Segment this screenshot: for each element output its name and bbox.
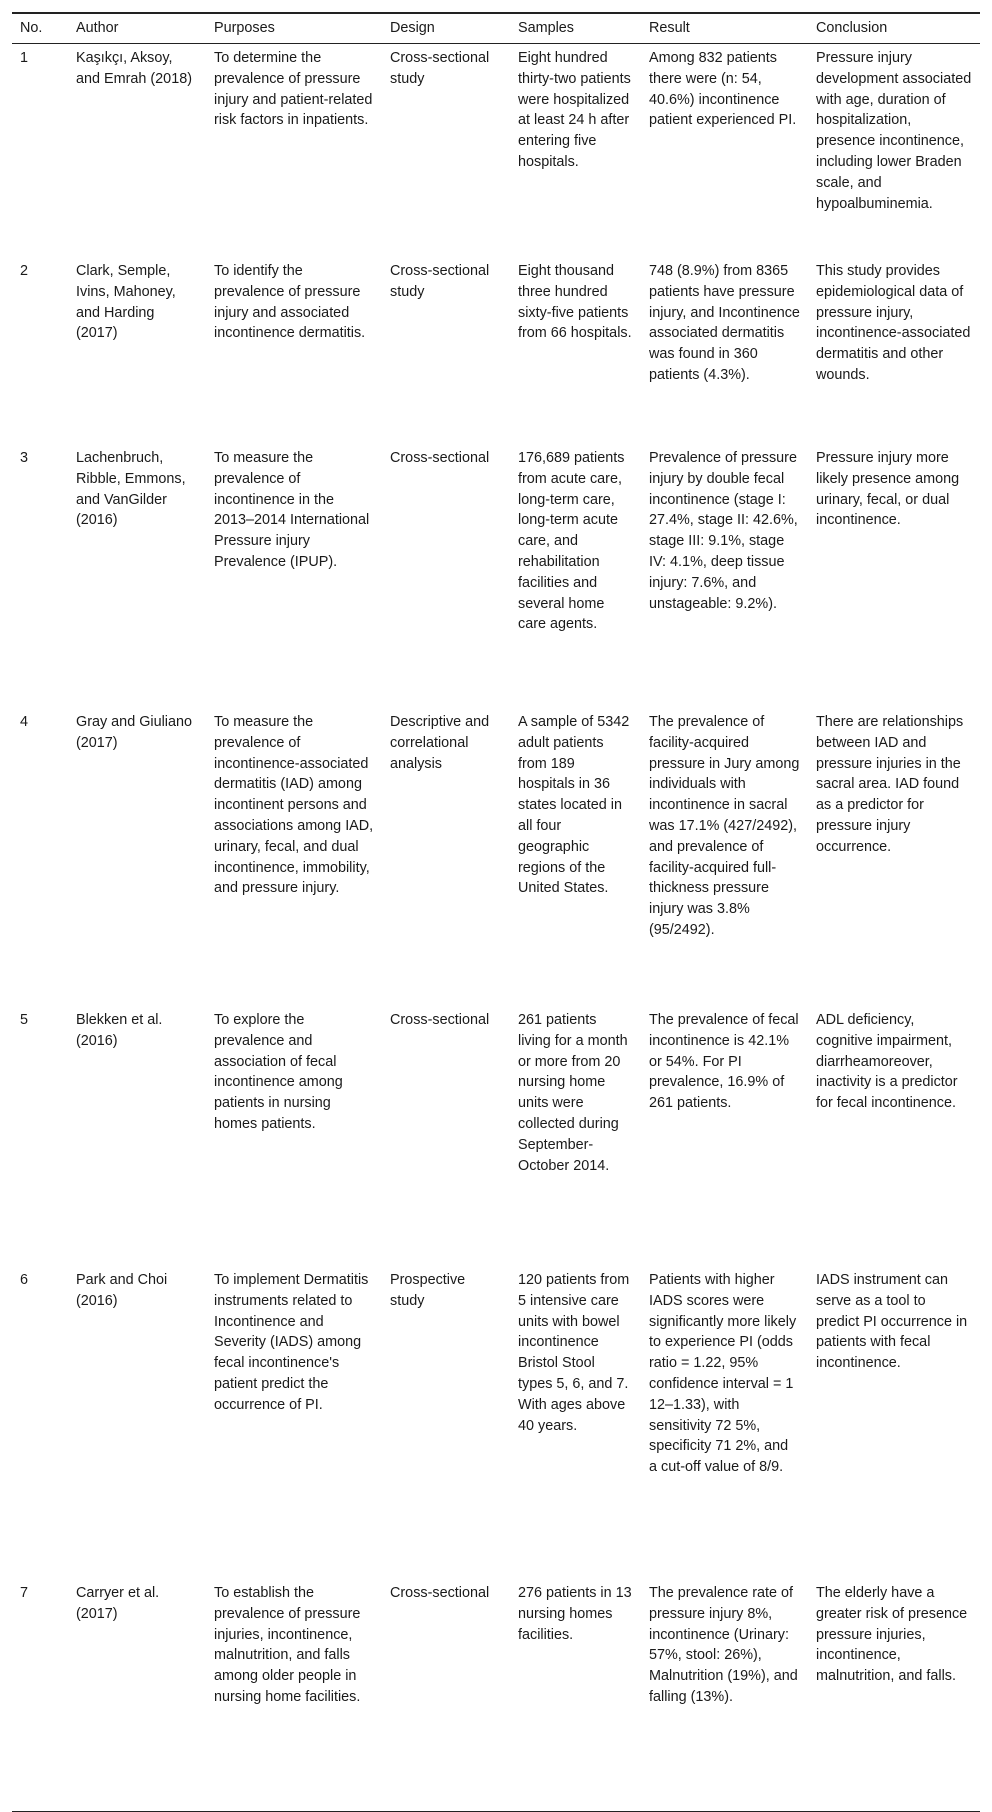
cell-purpose: To implement Dermatitis instruments related to Incontinence and Severity (IADS) among fecal incontinence's patient predict the occurrence of PI.: [214, 1272, 369, 1413]
cell-samples: 276 patients in 13 nursing homes facilities.: [510, 1579, 641, 1812]
studies-table: [12, 12, 980, 1812]
cell-conclusion: This study provides epidemiological data of pressure injury, incontinence-associated dermatitis and other wounds.: [816, 263, 971, 383]
cell-author: Carryer et al. (2017): [68, 1579, 206, 1812]
cell-result: Patients with higher IADS scores were significantly more likely to experience PI (odds ratio = 1.22, 95% confidence interval = 1 12–1.33), with sensitivity 72 5%, specificity 71 2%, and a cut-off value of 8/9.: [649, 1272, 797, 1476]
cell-no: 5: [20, 1012, 29, 1028]
cell-conclusion: IADS instrument can serve as a tool to predict PI occurrence in patients with fecal incontinence.: [816, 1272, 968, 1372]
cell-author: Kaşıkçı, Aksoy, and Emrah (2018): [76, 50, 192, 87]
cell-result: 748 (8.9%) from 8365 patients have pressure injury, and Incontinence associated dermatitis was found in 360 patients (4.3%).: [649, 263, 800, 383]
header-conclusion: Conclusion: [808, 13, 980, 44]
cell-purpose: To measure the prevalence of incontinence in the 2013–2014 International Pressure injury Prevalence (IPUP).: [214, 450, 370, 570]
cell-no: 3: [20, 450, 29, 466]
cell-no: 6: [20, 1272, 29, 1288]
table-row: [12, 257, 980, 444]
cell-no: 1: [20, 50, 29, 66]
cell-design: Cross-sectional study: [390, 263, 490, 300]
cell-samples: 261 patients living for a month or more from 20 nursing home units were collected during September-October 2014.: [518, 1012, 628, 1174]
cell-design: Cross-sectional: [390, 450, 490, 466]
cell-design: Cross-sectional study: [390, 50, 490, 87]
cell-no: 4: [20, 714, 29, 730]
header-author: Author: [68, 13, 206, 44]
cell-design: Cross-sectional: [390, 1012, 490, 1028]
cell-result: The prevalence of facility-acquired pressure in Jury among individuals with incontinence in sacral was 17.1% (427/2492), and prevalence of facility-acquired full-thickness pressure injury was 3.8% (95/2492).: [649, 714, 800, 938]
cell-no: 2: [20, 263, 29, 279]
cell-conclusion: There are relationships between IAD and pressure injuries in the sacral area. IAD found as a predictor for pressure injury occurrence.: [816, 714, 964, 855]
table-body: [12, 44, 980, 1812]
cell-samples: A sample of 5342 adult patients from 189 hospitals in 36 states located in all four geographic regions of the United States.: [518, 714, 630, 897]
cell-conclusion: Pressure injury development associated with age, duration of hospitalization, presence incontinence, including lower Braden scale, and hypoalbuminemia.: [816, 50, 972, 212]
cell-purpose: To measure the prevalence of incontinence-associated dermatitis (IAD) among incontinent persons and associations among IAD, urinary, fecal, and dual incontinence, immobility, and pressure injury.: [214, 714, 374, 897]
cell-author: Lachenbruch, Ribble, Emmons, and VanGilder (2016): [76, 450, 186, 529]
cell-design: Prospective study: [390, 1272, 466, 1309]
table-row: [12, 1006, 980, 1266]
table-row: [12, 444, 980, 708]
cell-samples: 176,689 patients from acute care, long-term care, long-term acute care, and rehabilitation facilities and several home care agents.: [518, 450, 625, 633]
table-row: [12, 44, 980, 258]
header-purposes: Purposes: [206, 13, 382, 44]
cell-result: The prevalence rate of pressure injury 8%, incontinence (Urinary: 57%, stool: 26%), Malnutrition (19%), and falling (13%).: [641, 1579, 808, 1812]
cell-result: Among 832 patients there were (n: 54, 40.6%) incontinence patient experienced PI.: [649, 50, 797, 129]
header-result: Result: [641, 13, 808, 44]
header-design: Design: [382, 13, 510, 44]
cell-author: Park and Choi (2016): [76, 1272, 168, 1309]
cell-purpose: To identify the prevalence of pressure injury and associated incontinence dermatitis.: [214, 263, 366, 342]
cell-conclusion: Pressure injury more likely presence among urinary, fecal, or dual incontinence.: [816, 450, 960, 529]
cell-author: Clark, Semple, Ivins, Mahoney, and Harding (2017): [76, 263, 176, 342]
studies-table-container: [12, 12, 980, 1812]
table-row: [12, 1266, 980, 1579]
cell-purpose: To establish the prevalence of pressure injuries, incontinence, malnutrition, and falls among older people in nursing home facilities.: [206, 1579, 382, 1812]
header-no: No.: [12, 13, 68, 44]
cell-samples: Eight hundred thirty-two patients were hospitalized at least 24 h after entering five hospitals.: [518, 50, 631, 170]
cell-design: Descriptive and correlational analysis: [390, 714, 490, 772]
header-samples: Samples: [510, 13, 641, 44]
header-row: [12, 13, 980, 44]
table-header: [12, 13, 980, 44]
cell-purpose: To determine the prevalence of pressure injury and patient-related risk factors in inpatients.: [214, 50, 373, 129]
cell-samples: 120 patients from 5 intensive care units with bowel incontinence Bristol Stool types 5, 6, and 7. With ages above 40 years.: [518, 1272, 630, 1434]
cell-samples: Eight thousand three hundred sixty-five patients from 66 hospitals.: [518, 263, 632, 342]
cell-result: Prevalence of pressure injury by double fecal incontinence (stage I: 27.4%, stage II: 42.6%, stage III: 9.1%, stage IV: 4.1%, deep tissue injury: 7.6%, and unstageable: 9.2%).: [649, 450, 798, 612]
cell-no: 7: [12, 1579, 68, 1812]
cell-conclusion: ADL deficiency, cognitive impairment, diarrheamoreover, inactivity is a predictor for fecal incontinence.: [816, 1012, 958, 1112]
cell-purpose: To explore the prevalence and association of fecal incontinence among patients in nursing homes patients.: [214, 1012, 343, 1132]
table-row: [12, 708, 980, 1006]
cell-conclusion: The elderly have a greater risk of presence pressure injuries, incontinence, malnutrition, and falls.: [808, 1579, 980, 1812]
cell-design: Cross-sectional: [382, 1579, 510, 1812]
cell-author: Blekken et al. (2016): [76, 1012, 163, 1049]
cell-result: The prevalence of fecal incontinence is 42.1% or 54%. For PI prevalence, 16.9% of 261 patients.: [649, 1012, 799, 1112]
cell-author: Gray and Giuliano (2017): [76, 714, 192, 751]
